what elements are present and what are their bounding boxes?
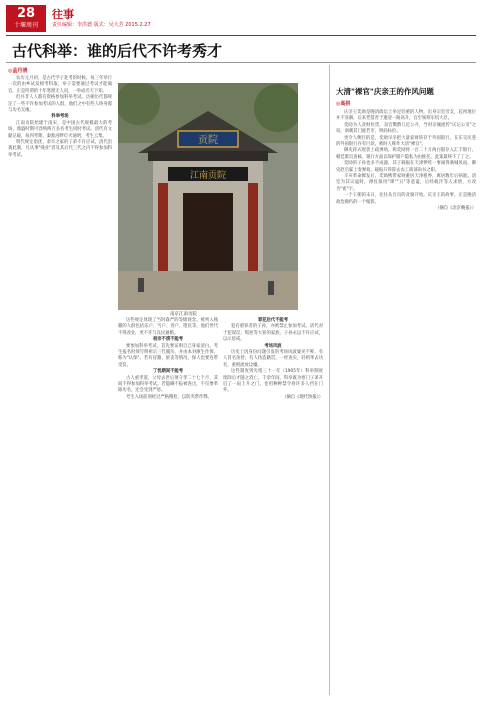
plaque-text: 贡院 (198, 135, 218, 146)
article1-title: 古代科举：谁的后代不许考秀才 (12, 42, 223, 60)
paragraph: 庆亲王奕劻是晚清政坛上举足轻重的人物，出身宗室旁支，起初地位并不显赫，后来凭借善于逢迎一路高升，官至领班军机大臣。 (336, 110, 476, 122)
paragraph: 辛亥革命爆发后，奕劻携带家财避居天津租界，寓居数年后病逝。清室为其议谥时，溥仪拟用"谬""丑"等恶谥，后经载沣等人求情，方改为"密"字。 (336, 174, 476, 192)
subheading: 罪犯后代不能考 (257, 318, 289, 323)
paragraph: 一个王朝的末日，往往从官员的贪腐开始。庆亲王的故事，正是晚清政治腐朽的一个缩影。 (336, 193, 476, 205)
paragraph: 农历元月初，是古代学子赴考的时候。每三年举行一次的由乡试发榜考科取，举子需要通过考试才能做官，正是所谓的十年寒窗无人问，一举成名天下知。 (8, 76, 112, 94)
paragraph: 但并非人人都有资格参加科举考试。历朝历代都规定了一些不许参加考试的人群，他们之中有些人终身都与功名无缘。 (8, 95, 112, 114)
article1-column-3 (223, 318, 323, 698)
paragraph: 犯有重罪者的子孙，亦被禁止参加考试。清代对于犯谋反、叛逆等大罪的家族，子孙永远不许应试，以示惩戒。 (223, 324, 323, 343)
temple-gate-photo (118, 83, 298, 310)
page-subtitle: 十堰周刊 (13, 22, 38, 29)
paragraph: 江南贡院始建于南宋，是中国古代规模最大的考场，鼎盛时期可容纳两万多名考生同时考试。清代有文献记载，每到考期，秦淮河畔灯火通明，考生云集。 (8, 120, 112, 139)
subheading: 祖宗不清不能考 (152, 337, 184, 343)
page-number-badge (6, 5, 46, 32)
article1-author: ◎孟丹清 (8, 68, 28, 74)
article1-column-2 (118, 318, 218, 698)
photo-caption: 南京江南贡院 (170, 312, 197, 317)
subheading: 考场风波 (264, 343, 282, 349)
paragraph: 这些规定体现了当时森严的等级观念。被列入贱籍的人群包括乐户、丐户、疍户、堕民等，他们世代不得改业，更不许与良民通婚。 (118, 318, 218, 336)
paragraph: 考生入场前须经过严格搜检，以防夹带作弊。 (126, 394, 212, 400)
section-title: 往事 (52, 8, 74, 21)
paragraph: 历史上因身份问题引发的考场风波屡见不鲜。有人冒名顶替，有人伪造籍贯，一经查实，轻则革去功名，重则流放边疆。 (223, 350, 323, 368)
sign-text: 江南贡院 (189, 171, 227, 181)
article2-author: ◎高拱 (336, 101, 351, 107)
paragraph: 奕劻的子孙也多不成器，其子载振在天津狎妓一事闹得满城风雨，御史赵启霖上奏弹劾，载振只得辞去农工商部尚书之职。 (336, 161, 476, 173)
title-divider (6, 62, 476, 63)
paragraph: 更令人侧目的是，奕劻早早把大量家财转存于外国银行，在东交民巷的外国银行存有巨款，被时人称作大清"裸官"。 (336, 135, 476, 148)
column-divider (329, 65, 330, 695)
subheading: 科举考场 (51, 114, 69, 120)
page-number: 28 (16, 6, 36, 21)
paragraph: 御史蒋式瑆曾上疏弹劾，称奕劻将一百二十万两白银存入汇丰银行。朝廷派员查核，银行方面以保护储户隐私为由推托，此案最终不了了之。 (336, 148, 476, 160)
article2-source: （摘自《北京晚报》） (435, 206, 476, 212)
page-header (0, 0, 482, 36)
article1-source: （摘自《现代快报》） (282, 394, 323, 400)
paragraph: 奕劻为人贪财好货，卖官鬻爵几近公开，当时京城流传"庆记公司"之说，讽刺其门庭若市、明码标价。 (336, 122, 476, 135)
article2-column (336, 110, 476, 695)
paragraph: 古人重孝道，父母去世后须守孝二十七个月，其间不得参加科举考试。若隐瞒不报被查出，不仅要革除功名，还会受到严惩。 (118, 375, 218, 394)
subheading: 丁忧期间不能考 (152, 369, 184, 375)
paragraph: 这些制度到光绪三十一年（1905年）科举制度废除后才随之消亡。千余年间，科举既为寒门子弟开启了一扇上升之门，也用种种禁令将许多人挡在门外。 (223, 369, 323, 394)
paragraph: 要参加科举考试，首先要证明自己身家清白。考生报名时须写明祖宗三代履历，并由本县廪生作保，称为"认保"。若有冒籍、匿丧等情况，保人也要连带受罚。 (118, 343, 218, 368)
article1-column-1 (8, 76, 112, 691)
header-divider (6, 35, 476, 36)
paragraph: 明代规定倡优、隶卒之家的子弟不许应试。清代沿袭此制，凡从事"贱业"者及其后代三代之内不得参加科举考试。 (8, 140, 112, 158)
article2-title: 大清"裸官"庆亲王的作风问题 (336, 87, 434, 96)
editor-credits: 责任编辑：李洪德 版式：吴大芳 2015.2.27 (52, 22, 151, 28)
